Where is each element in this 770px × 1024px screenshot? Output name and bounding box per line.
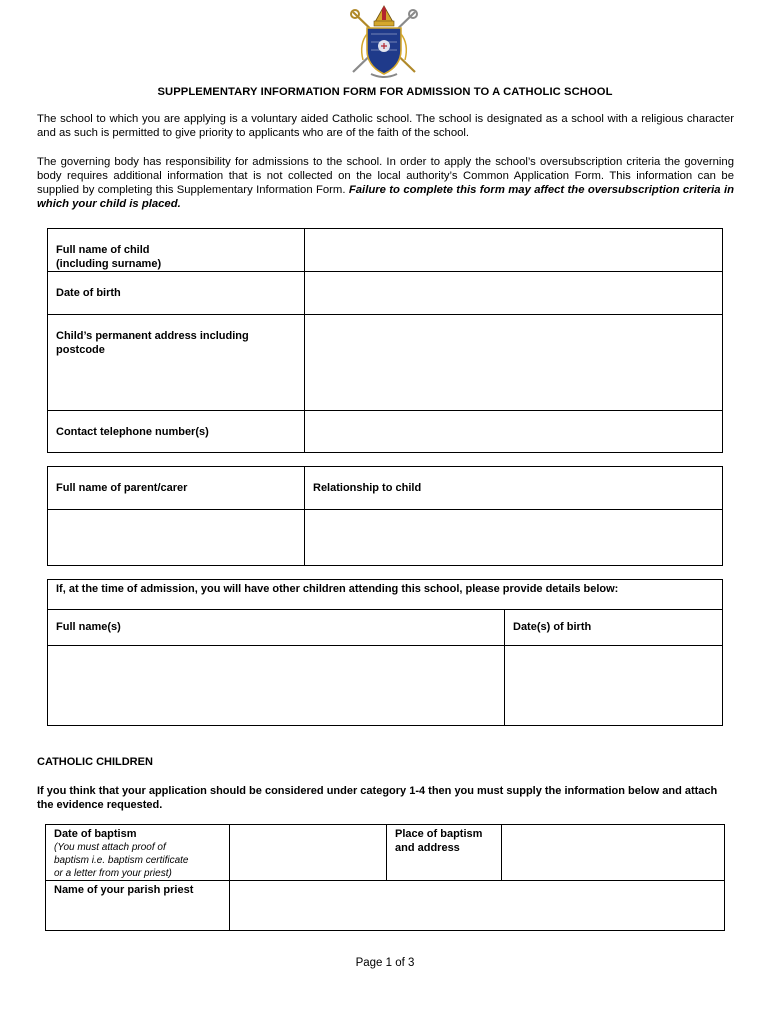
parent-name-label: Full name of parent/carer xyxy=(48,467,305,510)
baptism-table xyxy=(45,824,725,931)
parish-priest-field[interactable] xyxy=(230,881,725,931)
intro-paragraph-2-warning: Failure to complete this form may affect the oversubscription criteria in which your child is placed. xyxy=(37,184,735,210)
address-label: Child’s permanent address including postcode xyxy=(48,315,305,411)
dob-label: Date of birth xyxy=(48,272,305,315)
intro-paragraph-2-text: The governing body has responsibility for admissions to the school. In order to apply the school’s oversubscription criteria the governing body requires additional information that is not collected on the local authority’s Common Application Form. This information can be supplied by completing this Supplementary Information Form. xyxy=(37,156,734,196)
phone-field[interactable] xyxy=(305,411,723,453)
sibling-dobs-label: Date(s) of birth xyxy=(505,610,723,646)
siblings-instruction: If, at the time of admission, you will have other children attending this school, please provide details below: xyxy=(48,580,723,610)
baptism-date-field[interactable] xyxy=(230,825,387,881)
baptism-place-label: Place of baptism and address xyxy=(387,825,502,881)
intro-paragraph-2 xyxy=(37,155,734,211)
full-name-field[interactable] xyxy=(305,229,723,272)
sibling-names-label: Full name(s) xyxy=(48,610,505,646)
baptism-date-label: Date of baptism (You must attach proof of baptism i.e. baptism certificate or a letter from your priest) xyxy=(46,825,230,881)
child-details-table xyxy=(47,228,723,453)
relationship-field[interactable] xyxy=(305,510,723,566)
relationship-label: Relationship to child xyxy=(305,467,723,510)
dob-field[interactable] xyxy=(305,272,723,315)
address-field[interactable] xyxy=(305,315,723,411)
baptism-place-field[interactable] xyxy=(502,825,725,881)
page-title: SUPPLEMENTARY INFORMATION FORM FOR ADMISSION TO A CATHOLIC SCHOOL xyxy=(157,86,613,98)
intro-paragraph-1: The school to which you are applying is a voluntary aided Catholic school. The school is designated as a school with a religious character and as such is permitted to give priority to applicants who are of the faith of the school. xyxy=(37,113,734,139)
parent-table xyxy=(47,466,723,566)
sibling-dobs-field[interactable] xyxy=(505,646,723,726)
catholic-children-heading: CATHOLIC CHILDREN xyxy=(37,756,153,768)
catholic-children-intro: If you think that your application should be considered under category 1-4 then you must supply the information below and attach the evidence requested. xyxy=(37,785,718,811)
siblings-table xyxy=(47,579,723,726)
full-name-label: Full name of child (including surname) xyxy=(48,229,305,272)
sibling-names-field[interactable] xyxy=(48,646,505,726)
baptism-proof-note: (You must attach proof of baptism i.e. baptism certificate or a letter from your priest) xyxy=(54,842,189,879)
parish-priest-label: Name of your parish priest xyxy=(46,881,230,931)
parent-name-field[interactable] xyxy=(48,510,305,566)
phone-label: Contact telephone number(s) xyxy=(48,411,305,453)
diocesan-crest-icon xyxy=(345,4,423,80)
page-number: Page 1 of 3 xyxy=(355,957,415,969)
